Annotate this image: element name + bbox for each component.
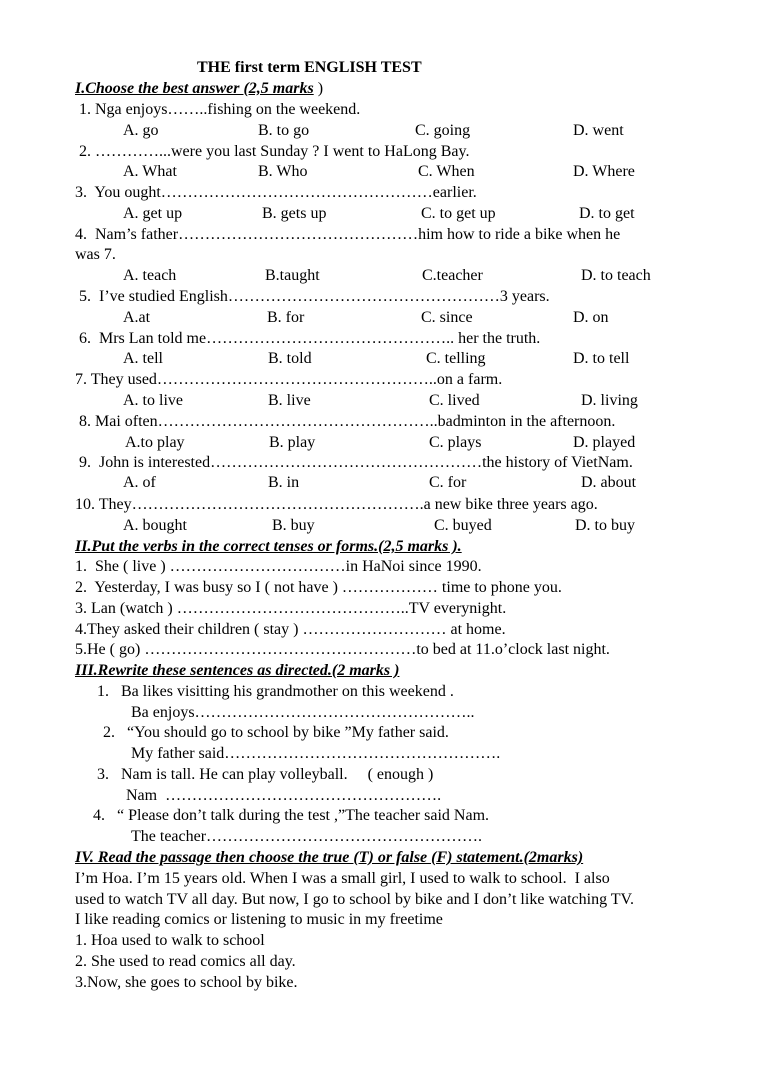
section-3-answer-2: My father said……………………………………………. <box>131 745 501 762</box>
question-9-option-b: B. in <box>268 474 300 491</box>
statement-3: 3.Now, she goes to school by bike. <box>75 974 298 991</box>
question-2-option-c: C. When <box>418 163 475 180</box>
section-2-item-4: 4.They asked their children ( stay ) ……………………… at home. <box>75 621 506 638</box>
question-5-option-d: D. on <box>573 309 609 326</box>
question-9-text: 9. John is interested……………………………………………the history of VietNam. <box>75 454 633 471</box>
question-8-option-b: B. play <box>269 434 316 451</box>
question-9-option-d: D. about <box>581 474 637 491</box>
section-1-heading-line <box>75 79 323 99</box>
question-1-option-c: C. going <box>415 122 471 139</box>
question-2-option-a: A. What <box>123 163 177 180</box>
question-6-text: 6. Mrs Lan told me……………………………………….. her the truth. <box>75 330 541 347</box>
section-4-heading: IV. Read the passage then choose the true (T) or false (F) statement.(2marks) <box>75 849 584 866</box>
question-1-option-d: D. went <box>573 122 624 139</box>
question-10-option-c: C. buyed <box>434 517 492 534</box>
question-3-option-c: C. to get up <box>421 205 496 222</box>
question-3-option-a: A. get up <box>123 205 183 222</box>
question-3-text: 3. You ought……………………………………………earlier. <box>75 184 477 201</box>
passage-line-2: used to watch TV all day. But now, I go to school by bike and I don’t like watching TV. <box>75 891 635 908</box>
question-4-option-a: A. teach <box>123 267 177 284</box>
section-3-answer-4: The teacher……………………………………………. <box>131 828 483 845</box>
section-2-item-1: 1. She ( live ) ……………………………in HaNoi since 1990. <box>75 558 482 575</box>
question-7-option-b: B. live <box>268 392 311 409</box>
section-2-item-2: 2. Yesterday, I was busy so I ( not have ) ……………… time to phone you. <box>75 579 562 596</box>
section-2-heading: II.Put the verbs in the correct tenses or forms.(2,5 marks ). <box>75 538 462 555</box>
section-1-heading: I.Choose the best answer (2,5 marks <box>75 80 314 97</box>
question-4-text-continued: was 7. <box>75 246 116 263</box>
page-title: THE first term ENGLISH TEST <box>197 59 422 76</box>
section-3-answer-3: Nam ……………………………………………. <box>126 787 442 804</box>
question-8-option-c: C. plays <box>429 434 482 451</box>
section-3-question-1: 1. Ba likes visitting his grandmother on this weekend . <box>97 683 454 700</box>
question-6-option-a: A. tell <box>123 350 163 367</box>
question-8-text: 8. Mai often……………………………………………..badminton in the afternoon. <box>75 413 616 430</box>
question-2-text: 2. …………...were you last Sunday ? I went to HaLong Bay. <box>75 143 470 160</box>
question-7-option-c: C. lived <box>429 392 480 409</box>
section-1-heading-tail: ) <box>313 80 324 97</box>
question-3-option-d: D. to get <box>579 205 635 222</box>
question-10-text: 10. They……………………………………………….a new bike three years ago. <box>75 496 598 513</box>
question-7-option-d: D. living <box>581 392 638 409</box>
question-4-option-c: C.teacher <box>422 267 483 284</box>
question-9-option-a: A. of <box>123 474 156 491</box>
question-5-option-b: B. for <box>267 309 305 326</box>
section-2-item-5: 5.He ( go) ……………………………………………to bed at 11.o’clock last night. <box>75 641 610 658</box>
question-5-text: 5. I’ve studied English……………………………………………3 years. <box>75 288 550 305</box>
question-3-option-b: B. gets up <box>262 205 327 222</box>
question-6-option-c: C. telling <box>426 350 486 367</box>
question-6-option-b: B. told <box>268 350 312 367</box>
question-8-option-a: A.to play <box>125 434 185 451</box>
statement-1: 1. Hoa used to walk to school <box>75 932 265 949</box>
question-7-text: 7. They used……………………………………………..on a farm. <box>75 371 503 388</box>
question-10-option-a: A. bought <box>123 517 187 534</box>
section-3-question-3: 3. Nam is tall. He can play volleyball. ( enough ) <box>97 766 434 783</box>
question-2-option-d: D. Where <box>573 163 635 180</box>
question-7-option-a: A. to live <box>123 392 183 409</box>
question-1-option-b: B. to go <box>258 122 310 139</box>
question-8-option-d: D. played <box>573 434 636 451</box>
question-9-option-c: C. for <box>429 474 467 491</box>
section-3-answer-1: Ba enjoys…………………………………………….. <box>131 704 475 721</box>
question-1-text: 1. Nga enjoys……..fishing on the weekend. <box>75 101 361 118</box>
question-4-option-b: B.taught <box>265 267 320 284</box>
section-2-item-3: 3. Lan (watch ) ……………………………………..TV everynight. <box>75 600 507 617</box>
question-4-text: 4. Nam’s father………………………………………him how to ride a bike when he <box>75 226 621 243</box>
statement-2: 2. She used to read comics all day. <box>75 953 296 970</box>
section-3-heading: III.Rewrite these sentences as directed.(2 marks ) <box>75 662 400 679</box>
question-10-option-b: B. buy <box>272 517 315 534</box>
section-3-question-4: 4. “ Please don’t talk during the test ,”The teacher said Nam. <box>93 807 490 824</box>
question-10-option-d: D. to buy <box>575 517 635 534</box>
passage-line-3: I like reading comics or listening to music in my freetime <box>75 911 443 928</box>
question-6-option-d: D. to tell <box>573 350 630 367</box>
question-4-option-d: D. to teach <box>581 267 651 284</box>
question-1-option-a: A. go <box>123 122 159 139</box>
passage-line-1: I’m Hoa. I’m 15 years old. When I was a small girl, I used to walk to school. I also <box>75 870 610 887</box>
question-5-option-c: C. since <box>421 309 473 326</box>
question-2-option-b: B. Who <box>258 163 308 180</box>
section-3-question-2: 2. “You should go to school by bike ”My father said. <box>103 724 449 741</box>
question-5-option-a: A.at <box>123 309 151 326</box>
